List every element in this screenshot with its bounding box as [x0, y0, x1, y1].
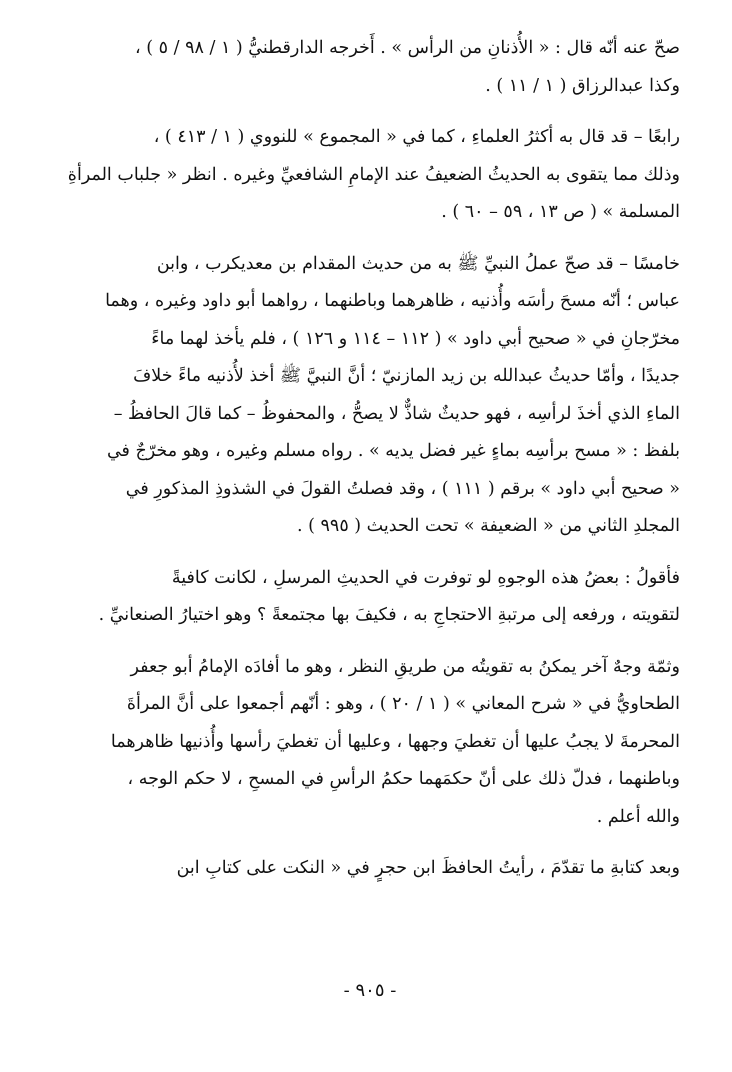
text-line: والله أعلم . — [596, 806, 680, 827]
text-line: فأقولُ : بعضُ هذه الوجوهِ لو توفرت في الحديثِ المرسلِ ، لكانت كافيةً — [171, 567, 680, 588]
text-line: مخرّجانِ في « صحيح أبي داود » ( ١١٢ – ١١٤ و ١٢٦ ) ، فلم يأخذ لهما ماءً — [151, 328, 680, 349]
text-line: المسلمة » ( ص ١٣ ، ٥٩ – ٦٠ ) . — [441, 202, 680, 222]
text-line: وثمّة وجهٌ آخر يمكنُ به تقويتُه من طريقِ النظر ، وهو ما أفادَه الإمامُ أبو جعفر — [130, 656, 680, 677]
page-number: - ٩٠٥ - — [343, 980, 397, 1001]
paragraph-1 — [60, 30, 680, 105]
text-line: « صحيح أبي داود » برقم ( ١١١ ) ، وقد فصلتُ القولَ في الشذوذِ المذكورِ في — [125, 478, 680, 499]
paragraph-3 — [60, 246, 680, 546]
text-line: عباس ؛ أنّه مسحَ رأسَه وأُذنيه ، ظاهرهما وباطنهما ، رواهما أبو داود وغيره ، وهما — [105, 291, 680, 311]
text-line: المجلدِ الثاني من « الضعيفة » تحت الحديث ( ٩٩٥ ) . — [297, 516, 680, 536]
paragraph-5 — [60, 649, 680, 837]
text-line: لتقويته ، ورفعه إلى مرتبةِ الاحتجاجِ به ، فكيفَ بها مجتمعةً ؟ وهو اختيارُ الصنعانيِّ . — [98, 605, 680, 625]
document-page — [60, 30, 680, 1040]
text-line: صحّ عنه أنّه قال : « الأُذنانِ من الرأس » . أَخرجه الدارقطنيُّ ( ١ / ٩٨ / ٥ ) ، — [135, 38, 680, 58]
text-line: بلفظ : « مسح برأسِه بماءٍ غير فضل يديه » . رواه مسلم وغيره ، وهو مخرّجٌ في — [106, 441, 680, 461]
text-line: وذلك مما يتقوى به الحديثُ الضعيفُ عند الإمامِ الشافعيِّ وغيره . انظر « جلباب المرأةِ — [67, 164, 680, 185]
text-line: جديدًا ، وأمّا حديثُ عبدالله بن زيد المازنيّ ؛ أنَّ النبيَّ ﷺ أخذ لأُذنيه ماءً خلافَ — [133, 366, 680, 386]
text-line: وباطنهما ، فدلّ ذلك على أنّ حكمَهما حكمُ الرأسِ في المسحِ ، لا حكم الوجه ، — [127, 769, 680, 789]
text-line: خامسًا – قد صحّ عملُ النبيِّ ﷺ به من حديث المقدام بن معديكرب ، وابن — [156, 253, 680, 274]
paragraph-2 — [60, 119, 680, 232]
text-line: الطحاويُّ في « شرح المعاني » ( ١ / ٢٠ ) ، وهو : أنّهم أجمعوا على أنَّ المرأةَ — [126, 694, 680, 714]
text-line: المحرمةَ لا يجبُ عليها أن تغطيَ وجهها ، وعليها أن تغطيَ رأسها وأُذنيها ظاهرهما — [110, 731, 680, 752]
text-line: الماءِ الذي أخذَ لرأسِه ، فهو حديثٌ شاذٌّ لا يصحُّ ، والمحفوظُ – كما قالَ الحافظُ – — [113, 403, 680, 424]
text-line: وكذا عبدالرزاق ( ١ / ١١ ) . — [485, 75, 680, 96]
paragraph-6 — [60, 850, 680, 888]
text-line: رابعًا – قد قال به أكثرُ العلماءِ ، كما في « المجموع » للنووي ( ١ / ٤١٣ ) ، — [153, 127, 680, 147]
text-line: وبعد كتابةِ ما تقدّمَ ، رأيتُ الحافظَ ابن حجرٍ في « النكت على كتابِ ابن — [176, 858, 680, 878]
paragraph-4 — [60, 560, 680, 635]
